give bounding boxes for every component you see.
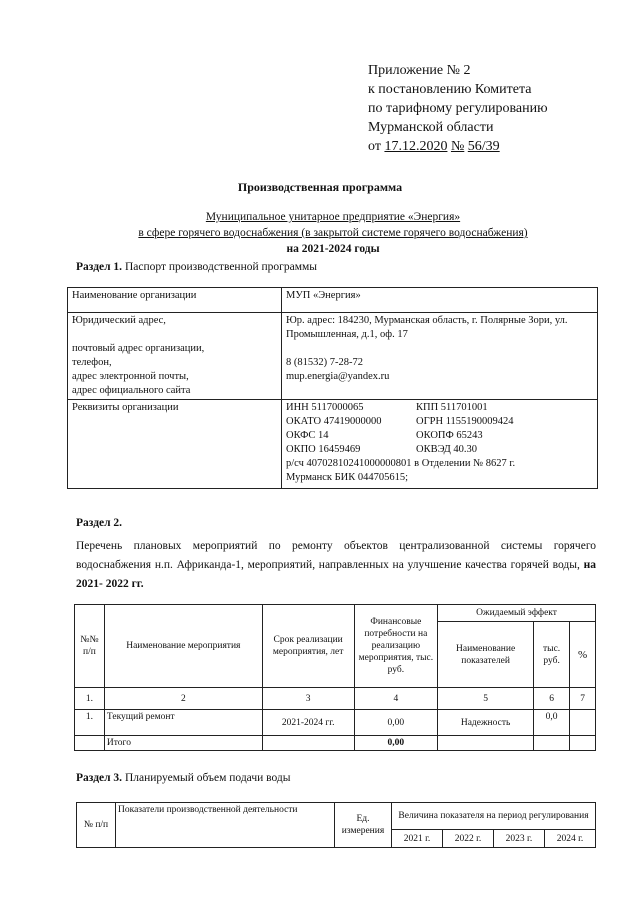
cell-pct <box>570 710 596 736</box>
ogrn: ОГРН 1155190009424 <box>416 416 514 427</box>
appendix-line: Приложение № 2 <box>368 63 471 78</box>
bank-account: р/сч 40702810241000000801 в Отделении № 8627 г. <box>286 458 516 469</box>
cell-fin: 0,00 <box>354 710 438 736</box>
appendix-from: от <box>368 139 381 154</box>
appendix-date-line <box>368 137 548 156</box>
page-title: Производственная программа <box>237 180 403 194</box>
appendix-number: 56/39 <box>467 139 500 154</box>
passport-table <box>67 287 598 489</box>
sphere-subtitle: в сфере горячего водоснабжения (в закрытой системе горячего водоснабжения) <box>138 227 528 239</box>
header-num: № п/п <box>77 803 116 848</box>
inn: ИНН 5117000065 <box>286 402 364 413</box>
section2-description: Перечень плановых мероприятий по ремонту объектов централизованной системы горячего водоснабжения н.п. Африканда-1, мероприятий, направленных на улучшение качества горячей воды, <box>76 540 596 571</box>
cell-empty <box>438 736 534 751</box>
colnum: 5 <box>438 688 534 710</box>
header-year: 2021 г. <box>392 830 443 848</box>
table-header-row <box>75 605 596 622</box>
section1-heading <box>76 261 317 273</box>
address-label: адрес электронной почты, <box>72 371 189 382</box>
address-label: адрес официального сайта <box>72 385 191 396</box>
volume-table <box>76 802 596 848</box>
cell-empty <box>570 736 596 751</box>
colnum: 3 <box>262 688 354 710</box>
period-subtitle: на 2021-2024 годы <box>286 243 380 255</box>
header-indicator: Показатели производственной деятельности <box>116 803 335 848</box>
requisites-label: Реквизиты организации <box>68 400 282 489</box>
table-row <box>68 288 598 313</box>
cell-num: 1. <box>75 710 105 736</box>
colnum: 7 <box>570 688 596 710</box>
measures-table <box>74 604 596 751</box>
colnum: 2 <box>104 688 262 710</box>
section1-title: Паспорт производственной программы <box>124 261 318 273</box>
address-label: телефон, <box>72 357 112 368</box>
appendix-date: 17.12.2020 <box>384 139 448 154</box>
address-label: Юридический адрес, <box>72 315 166 326</box>
header-fin: Финансовые потребности на реализацию мероприятия, тыс. руб. <box>354 605 438 688</box>
okfs: ОКФС 14 <box>286 430 329 441</box>
table-header-row <box>77 803 596 830</box>
header-name: Наименование мероприятия <box>104 605 262 688</box>
colnum: 4 <box>354 688 438 710</box>
table-row <box>75 688 596 710</box>
okato: ОКАТО 47419000000 <box>286 416 382 427</box>
cell-empty <box>75 736 105 751</box>
total-fin: 0,00 <box>354 736 438 751</box>
header-num: №№ п/п <box>75 605 105 688</box>
section3-heading <box>76 772 290 784</box>
okopf: ОКОПФ 65243 <box>416 430 483 441</box>
appendix-line: по тарифному регулированию <box>368 101 548 116</box>
total-label: Итого <box>104 736 262 751</box>
header-value: Величина показателя на период регулирования <box>392 803 596 830</box>
org-name-label: Наименование организации <box>68 288 282 313</box>
table-row <box>68 313 598 400</box>
header-pct: % <box>570 622 596 688</box>
section2-years: на 2021- 2022 гг. <box>76 559 596 590</box>
org-subtitle: Муниципальное унитарное предприятие «Энергия» <box>205 211 461 223</box>
cell-term: 2021-2024 гг. <box>262 710 354 736</box>
requisites-values <box>282 400 598 489</box>
kpp: КПП 511701001 <box>416 402 488 413</box>
header-year: 2023 г. <box>493 830 544 848</box>
header-effect: Ожидаемый эффект <box>438 605 596 622</box>
appendix-line: к постановлению Комитета <box>368 82 532 97</box>
email: mup.energia@yandex.ru <box>286 371 390 382</box>
header-thous: тыс. руб. <box>534 622 570 688</box>
address-labels <box>68 313 282 400</box>
phone: 8 (81532) 7-28-72 <box>286 357 363 368</box>
cell-empty <box>262 736 354 751</box>
table-row <box>75 710 596 736</box>
org-name-value: МУП «Энергия» <box>282 288 598 313</box>
cell-indicator: Надежность <box>438 710 534 736</box>
cell-empty <box>534 736 570 751</box>
bik: Мурманск БИК 044705615; <box>286 472 409 483</box>
cell-name: Текущий ремонт <box>104 710 262 736</box>
table-row <box>68 400 598 489</box>
header-year: 2024 г. <box>544 830 595 848</box>
section1-label: Раздел 1. <box>76 261 123 273</box>
address-values <box>282 313 598 400</box>
legal-address: Юр. адрес: 184230, Мурманская область, г. Полярные Зори, ул. Промышленная, д.1, оф. 17 <box>286 315 568 340</box>
address-label: почтовый адрес организации, <box>72 343 205 354</box>
appendix-num-sign: № <box>450 139 465 154</box>
table-row <box>75 736 596 751</box>
okpo: ОКПО 16459469 <box>286 444 361 455</box>
header-year: 2022 г. <box>442 830 493 848</box>
colnum: 1. <box>75 688 105 710</box>
header-indicator: Наименование показателей <box>438 622 534 688</box>
header-unit: Ед. измерения <box>335 803 392 848</box>
header-term: Срок реализации мероприятия, лет <box>262 605 354 688</box>
section3-label: Раздел 3. <box>76 772 123 784</box>
appendix-block <box>368 61 548 156</box>
cell-thous: 0,0 <box>534 710 570 736</box>
section2-heading <box>76 517 122 529</box>
section3-title: Планируемый объем подачи воды <box>124 772 291 784</box>
colnum: 6 <box>534 688 570 710</box>
appendix-line: Мурманской области <box>368 120 494 135</box>
section2-label: Раздел 2. <box>76 517 123 529</box>
section2-text <box>76 537 596 594</box>
okved: ОКВЭД 40.30 <box>416 444 478 455</box>
